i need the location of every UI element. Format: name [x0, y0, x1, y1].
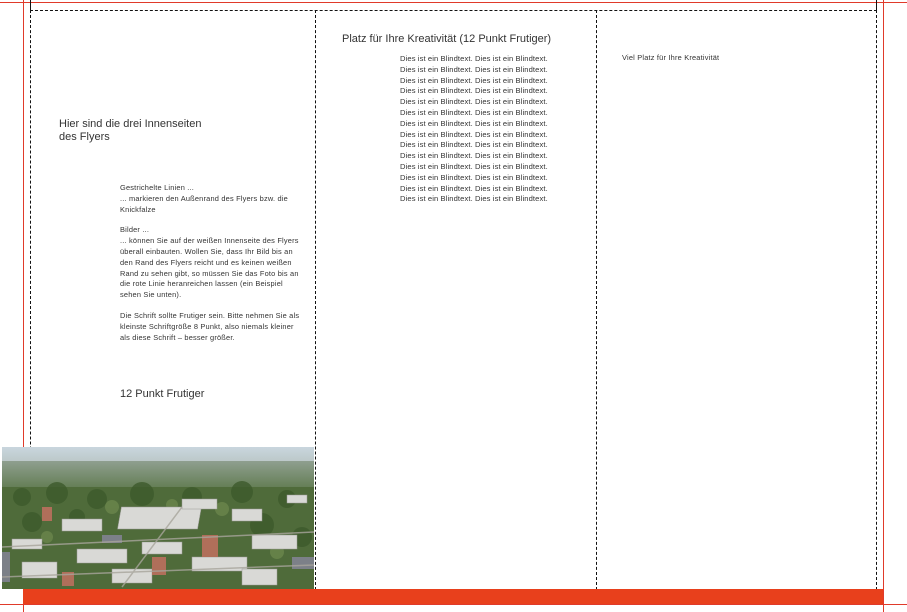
- panel1-text-block: [120, 183, 305, 343]
- blindtext-line: Dies ist ein Blindtext. Dies ist ein Blindtext.: [400, 107, 548, 117]
- blindtext-line: Dies ist ein Blindtext. Dies ist ein Blindtext.: [400, 97, 548, 107]
- trim-line-right: [883, 0, 884, 612]
- dashed-lines-body: ... markieren den Außenrand des Flyers bzw. die Knickfalze: [120, 193, 288, 214]
- blindtext-line: Dies ist ein Blindtext. Dies ist ein Blindtext.: [400, 183, 548, 193]
- fold-line-1: [315, 10, 316, 590]
- blindtext-line: Dies ist ein Blindtext. Dies ist ein Blindtext.: [400, 64, 548, 74]
- blindtext-line: Dies ist ein Blindtext. Dies ist ein Blindtext.: [400, 151, 548, 161]
- images-title: Bilder ...: [120, 225, 150, 235]
- blindtext-line: Dies ist ein Blindtext. Dies ist ein Blindtext.: [400, 118, 548, 128]
- outer-edge-top: [30, 10, 877, 11]
- blindtext-line: Dies ist ein Blindtext. Dies ist ein Blindtext.: [400, 86, 548, 96]
- bleed-bar-bottom: [23, 589, 883, 604]
- trim-line-top: [0, 2, 907, 3]
- blindtext-line: Dies ist ein Blindtext. Dies ist ein Blindtext.: [400, 54, 548, 63]
- aerial-campus-photo: [2, 447, 314, 589]
- fold-line-2: [596, 10, 597, 590]
- font-sample-label: 12 Punkt Frutiger: [120, 388, 205, 400]
- panel2-heading: Platz für Ihre Kreativität (12 Punkt Frutiger): [342, 33, 552, 45]
- panel3-heading: Viel Platz für Ihre Kreativität: [622, 53, 720, 62]
- images-body: ... können Sie auf der weißen Innenseite des Flyers überall einbauten. Wollen Sie, dass Ihr Bild bis an den Rand des Flyers reicht und es keinen weißen Rand zu sehen gibt, so müssen Sie das Foto bis an die rote Linie heranreichen lassen (ein Beispiel sehen Sie unten).: [120, 236, 299, 300]
- blindtext-line: Dies ist ein Blindtext. Dies ist ein Blindtext.: [400, 194, 548, 204]
- blindtext-block: [400, 54, 580, 205]
- outer-edge-right: [876, 10, 877, 595]
- blindtext-line: Dies ist ein Blindtext. Dies ist ein Blindtext.: [400, 140, 548, 150]
- dashed-lines-title: Gestrichelte Linien ...: [120, 183, 195, 192]
- blindtext-line: Dies ist ein Blindtext. Dies ist ein Blindtext.: [400, 161, 548, 171]
- blindtext-line: Dies ist ein Blindtext. Dies ist ein Blindtext.: [400, 172, 548, 182]
- trim-line-bottom: [0, 604, 907, 605]
- blindtext-line: Dies ist ein Blindtext. Dies ist ein Blindtext.: [400, 129, 548, 139]
- panel1-heading: Hier sind die drei Innenseiten des Flyers: [59, 118, 202, 143]
- blindtext-line: Dies ist ein Blindtext. Dies ist ein Blindtext.: [400, 75, 548, 85]
- font-note: Die Schrift sollte Frutiger sein. Bitte nehmen Sie als kleinste Schriftgröße 8 Punkt, also niemals kleiner als diese Schrift – besser größer.: [120, 310, 300, 342]
